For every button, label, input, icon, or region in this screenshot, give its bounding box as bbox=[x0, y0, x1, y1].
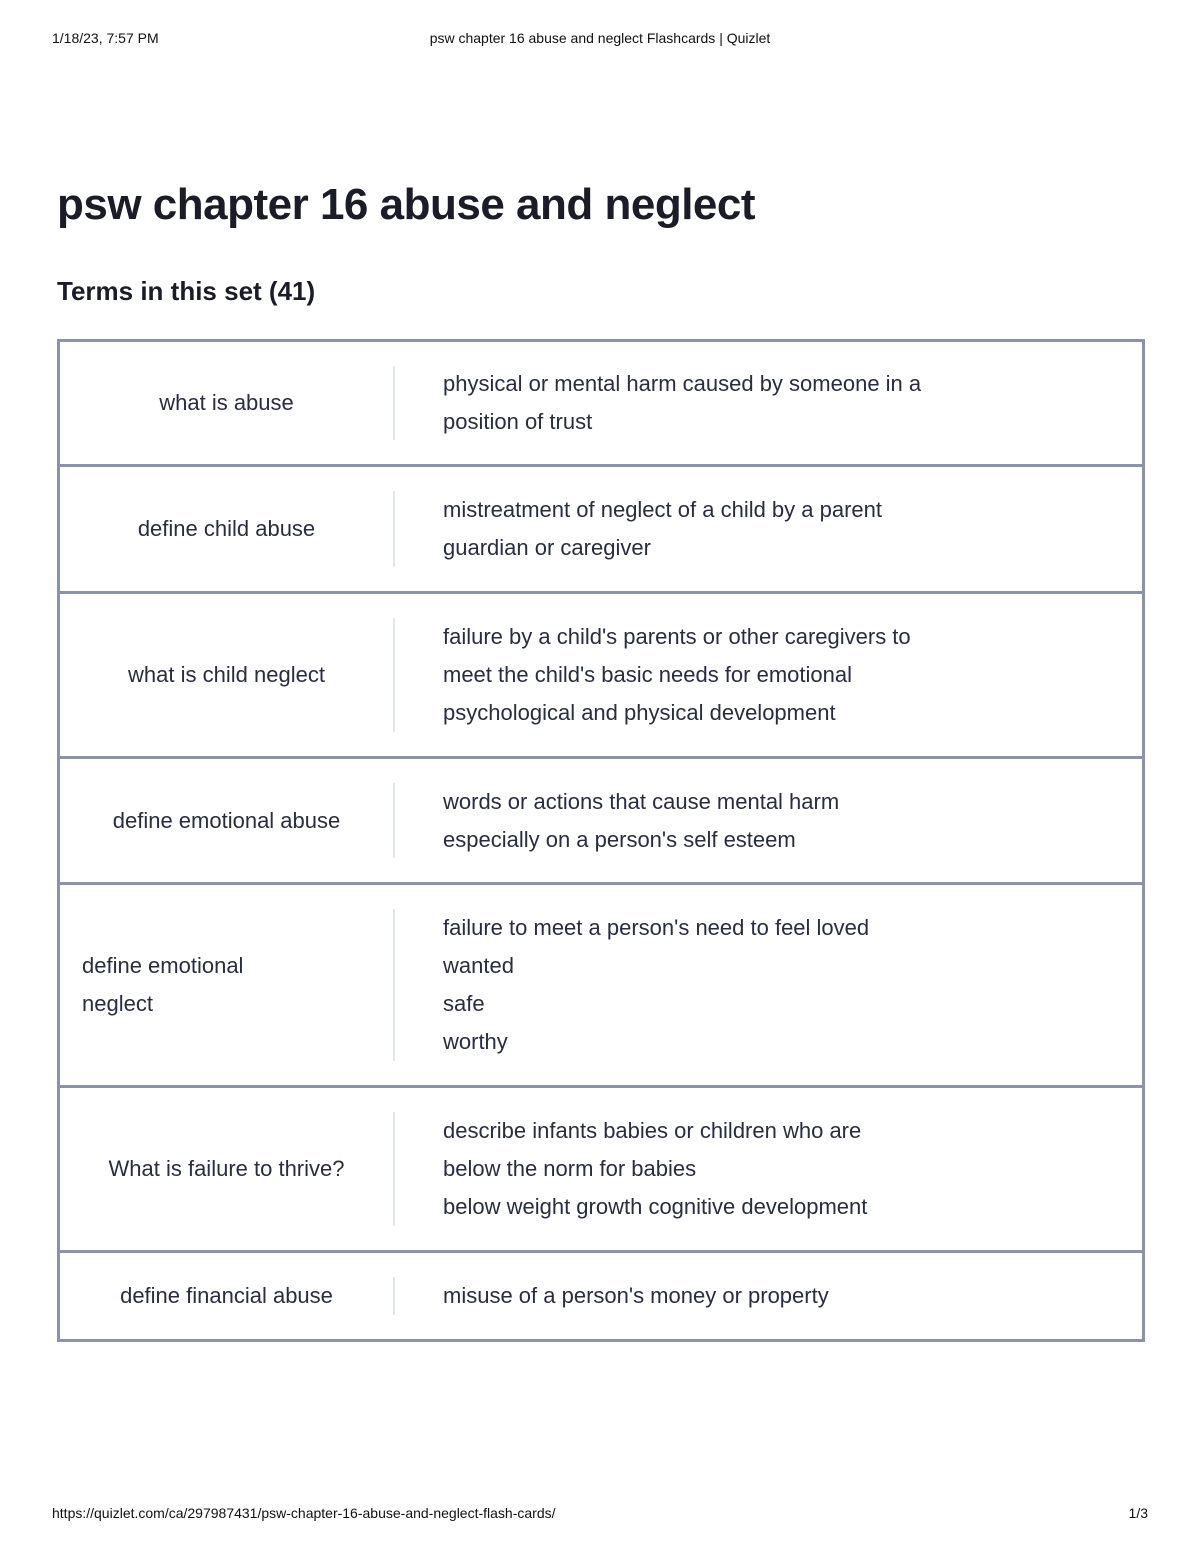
card-term bbox=[60, 759, 393, 882]
term-line: define emotional bbox=[82, 953, 244, 978]
flashcard-row bbox=[60, 342, 1142, 467]
definition-line: describe infants babies or children who are bbox=[443, 1118, 862, 1143]
page-url: https://quizlet.com/ca/297987431/psw-chapter-16-abuse-and-neglect-flash-cards/ bbox=[52, 1505, 556, 1521]
definition-line: mistreatment of neglect of a child by a parent bbox=[443, 497, 883, 522]
definition-line: misuse of a person's money or property bbox=[443, 1283, 829, 1308]
definition-line: especially on a person's self esteem bbox=[443, 826, 796, 852]
definition-line: guardian or caregiver bbox=[443, 535, 651, 560]
card-definition bbox=[395, 1253, 1142, 1339]
flashcard-row bbox=[60, 759, 1142, 885]
term-line: define emotional abuse bbox=[112, 807, 341, 833]
card-term bbox=[60, 885, 393, 1085]
definition-line: failure by a child's parents or other caregivers to bbox=[443, 624, 911, 649]
definition-line: below the norm for babies bbox=[443, 1156, 697, 1181]
card-term bbox=[60, 467, 393, 591]
definition-line: meet the child's basic needs for emotional bbox=[443, 662, 852, 687]
flashcard-list bbox=[57, 339, 1145, 1342]
card-term bbox=[60, 594, 393, 756]
card-definition bbox=[395, 594, 1142, 756]
term-line: what is child neglect bbox=[128, 662, 325, 687]
definition-line: safe bbox=[443, 991, 485, 1016]
definition-line: words or actions that cause mental harm bbox=[443, 788, 840, 814]
definition-line: psychological and physical development bbox=[443, 700, 836, 725]
flashcard-row bbox=[60, 594, 1142, 759]
card-definition bbox=[395, 467, 1142, 591]
card-definition bbox=[395, 885, 1142, 1085]
terms-count-heading: Terms in this set (41) bbox=[57, 276, 316, 306]
definition-line: failure to meet a person's need to feel loved bbox=[443, 915, 870, 940]
term-line: What is failure to thrive? bbox=[108, 1156, 345, 1181]
flashcard-row bbox=[60, 1253, 1142, 1339]
print-footer bbox=[52, 1505, 1148, 1525]
card-term bbox=[60, 1088, 393, 1250]
definition-line: wanted bbox=[443, 953, 514, 978]
page-title: psw chapter 16 abuse and neglect bbox=[57, 180, 756, 229]
flashcard-row bbox=[60, 1088, 1142, 1253]
card-definition bbox=[395, 759, 1142, 882]
card-term bbox=[60, 342, 393, 464]
term-line: define child abuse bbox=[137, 516, 316, 541]
definition-line: worthy bbox=[443, 1029, 508, 1054]
definition-line: below weight growth cognitive development bbox=[443, 1194, 868, 1219]
definition-line: position of trust bbox=[443, 409, 593, 434]
term-line: what is abuse bbox=[159, 390, 294, 415]
card-definition bbox=[395, 1088, 1142, 1250]
print-document-title: psw chapter 16 abuse and neglect Flashcards | Quizlet bbox=[429, 30, 771, 46]
term-line: neglect bbox=[82, 991, 153, 1016]
term-line: define financial abuse bbox=[120, 1283, 333, 1308]
print-header bbox=[52, 30, 1148, 50]
flashcard-row bbox=[60, 467, 1142, 594]
card-definition bbox=[395, 342, 1142, 464]
card-term bbox=[60, 1253, 393, 1339]
page-number: 1/3 bbox=[1128, 1505, 1148, 1521]
definition-line: physical or mental harm caused by someone in a bbox=[443, 371, 922, 396]
flashcard-row bbox=[60, 885, 1142, 1088]
print-datetime: 1/18/23, 7:57 PM bbox=[52, 30, 159, 46]
